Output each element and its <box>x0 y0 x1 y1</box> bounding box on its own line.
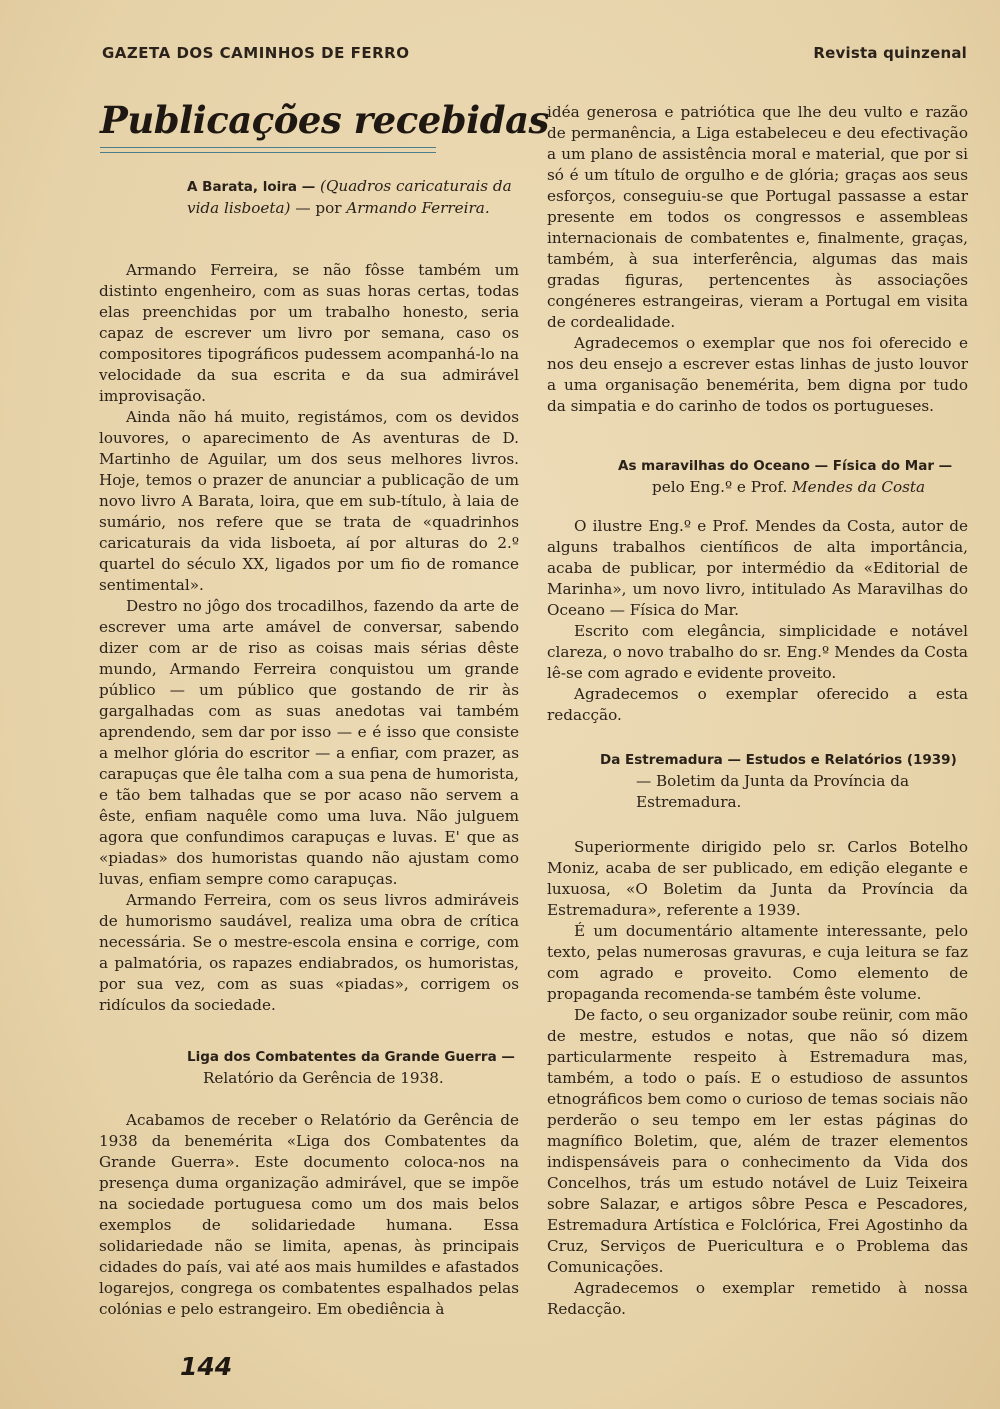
review3-paragraph: Escrito com elegância, simplicidade e notável clareza, o novo trabalho do sr. Eng.º Mendes da Costa lê-se com agrado e evidente proveito. <box>547 622 968 682</box>
review1-title-main: A Barata, loira — <box>187 179 316 195</box>
review2-paragraph: Acabamos de receber o Relatório da Gerência de 1938 da benemérita «Liga dos Combatentes da Grande Guerra». Este documento coloca-nos na presença duma organização admirável, que se impõe na sociedade portuguesa como um dos mais belos exemplos de solidariedade humana. Essa solidariedade não se limita, apenas, às principais cidades do país, vai até aos mais humildes e afastados logarejos, congrega os combatentes espalhados pelas colónias e pelo estrangeiro. Em obediência à <box>99 1111 519 1318</box>
review1-body <box>99 260 519 1016</box>
title-rule <box>100 147 436 153</box>
review3-title-author: Mendes da Costa <box>792 478 926 496</box>
review4-paragraph: Agradecemos o exemplar remetido à nossa Redacção. <box>547 1279 968 1318</box>
review2-paragraph: Agradecemos o exemplar que nos foi oferecido e nos deu ensejo a escrever estas linhas de justo louvor a uma organisação benemérita, bem digna por tudo da simpatia e do carinho de todos os portugueses. <box>547 334 968 415</box>
section-title: Publicações recebidas <box>100 98 549 142</box>
review2-title-rest: Relatório da Gerência de 1938. <box>203 1069 444 1087</box>
review2-title <box>187 1047 519 1089</box>
review4-paragraph: Superiormente dirigido pelo sr. Carlos Botelho Moniz, acaba de ser publicado, em edição elegante e luxuosa, «O Boletim da Junta da Província da Estremadura», referente a 1939. <box>547 838 968 919</box>
review1-title-by: — por <box>295 199 342 217</box>
review2-title-main: Liga dos Combatentes da Grande Guerra — <box>187 1049 515 1065</box>
review2-continued <box>547 102 968 417</box>
review4-paragraph: De facto, o seu organizador soube reünir, com mão de mestre, estudos e notas, que não só dizem particularmente respeito à Estremadura mas, também, a todo o país. E o estudioso de assuntos etnográficos bem como o curioso de temas sociais não perderão o seu tempo em ler estas páginas do magnífico Boletim, que, além de trazer elementos indispensáveis para o conhecimento da Vida dos Concelhos, trás um estudo notável de Luiz Teixeira sobre Salazar, e artigos sôbre Pesca e Pescadores, Estremadura Artística e Folclórica, Frei Agostinho da Cruz, Serviços de Puericultura e o Problema das Comunicações. <box>547 1006 968 1276</box>
review1-paragraph: Armando Ferreira, se não fôsse também um distinto engenheiro, com as suas horas certas, todas elas preenchidas por um trabalho honesto, seria capaz de escrever um livro por semana, caso os compositores tipográficos pudessem acompanhá-lo na velocidade da sua escrita e da sua admirável improvisação. <box>99 261 519 405</box>
review3-title-main: As maravilhas do Oceano — Física do Mar — <box>618 458 953 474</box>
review3-title-by: pelo Eng.º e Prof. <box>652 478 788 496</box>
review4-paragraph: É um documentário altamente interessante, pelo texto, pelas numerosas gravuras, e cuja leitura se faz com agrado e proveito. Como elemento de propaganda recomenda-se também êste volume. <box>547 922 968 1003</box>
review1-paragraph: Destro no jôgo dos trocadilhos, fazendo da arte de escrever uma arte amável de conversar, sabendo dizer com ar de riso as coisas mais sérias dêste mundo, Armando Ferreira conquistou um grande público — um público que gostando de rir às gargalhadas com as suas anedotas vai também aprendendo, sem dar por isso — e é isso que consiste a melhor glória do escritor — a enfiar, com prazer, as carapuças que êle talha com a sua pena de humorista, e tão bem talhadas que se por acaso não servem a êste, enfiam naquêle como uma luva. Não julguem agora que confundimos carapuças e luvas. E' que as «piadas» dos humoristas quando não ajustam como luvas, enfiam sempre como carapuças. <box>99 597 519 888</box>
review1-paragraph: Armando Ferreira, com os seus livros admiráveis de humorismo saudável, realiza uma obra de crítica necessária. Se o mestre-escola ensina e corrige, com a palmatória, os rapazes endiabrados, os humoristas, por sua vez, com as suas «piadas», corrigem os ridículos da sociedade. <box>99 891 519 1014</box>
review4-title-main: Da Estremadura — Estudos e Relatórios (1939) <box>600 752 957 768</box>
review1-title-subtitle: (Quadros caricaturais da vida lisboeta) <box>187 177 512 217</box>
page-number: 144 <box>180 1352 233 1381</box>
review3-paragraph: Agradecemos o exemplar oferecido a esta redacção. <box>547 685 968 724</box>
journal-title: GAZETA DOS CAMINHOS DE FERRO <box>102 44 410 62</box>
review3-title <box>618 456 970 498</box>
review4-title <box>600 750 970 813</box>
review1-paragraph: Ainda não há muito, registámos, com os devidos louvores, o aparecimento de As aventuras de D. Martinho de Aguilar, um dos seus melhores livros. Hoje, temos o prazer de anunciar a publicação de um novo livro A Barata, loira, que em sub-título, à laia de sumário, nos refere que se trata de «quadrinhos caricaturais da vida lisboeta, aí por alturas do 2.º quartel do século XX, ligados por um fio de romance sentimental». <box>99 408 519 594</box>
review3-paragraph: O ilustre Eng.º e Prof. Mendes da Costa, autor de alguns trabalhos científicos de alta importância, acaba de publicar, por intermédio da «Editorial de Marinha», um novo livro, intitulado As Maravilhas do Oceano — Física do Mar. <box>547 517 968 619</box>
review3-body <box>547 516 968 726</box>
review1-title-author: Armando Ferreira. <box>346 199 490 217</box>
journal-frequency: Revista quinzenal <box>813 44 967 62</box>
review4-title-rest: — Boletim da Junta da Província da Estremadura. <box>636 772 910 811</box>
review4-body <box>547 837 968 1320</box>
review1-title <box>187 176 519 219</box>
review2-paragraph: idéa generosa e patriótica que lhe deu vulto e razão de permanência, a Liga estabeleceu e deu efectivação a um plano de assistência moral e material, que por si só é um título de orgulho e de glória; graças aos seus esforços, conseguiu-se que Portugal passasse a estar presente em todos os congressos e assembleas internacionais de combatentes e, finalmente, graças, também, à sua interferência, algumas das mais gradas figuras, pertencentes às associações congéneres estrangeiras, vieram a Portugal em visita de cordealidade. <box>547 103 968 331</box>
review2-body <box>99 1110 519 1320</box>
